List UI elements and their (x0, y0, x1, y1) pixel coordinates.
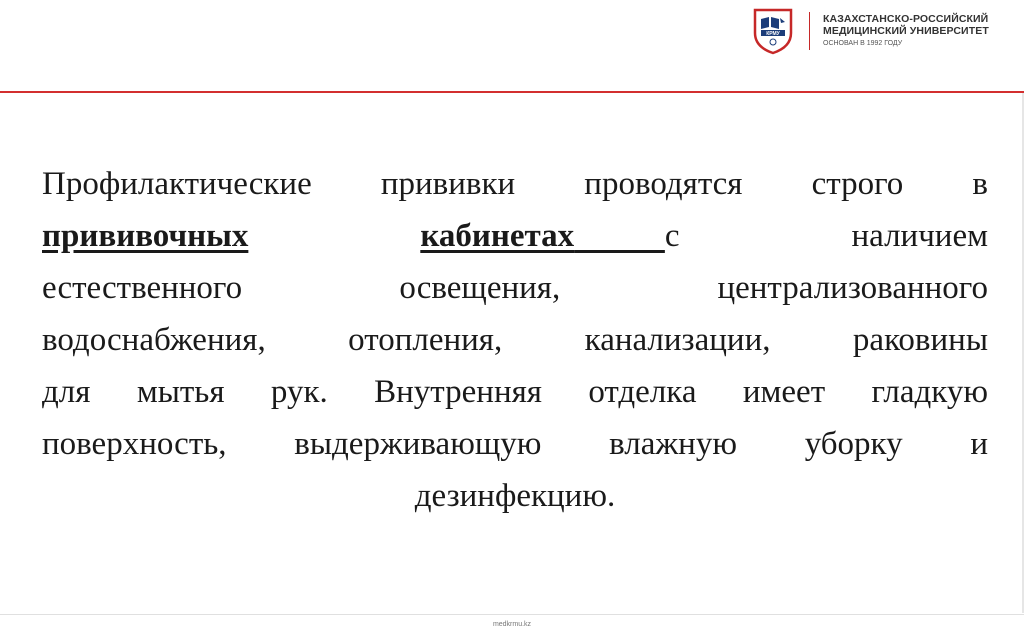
word: дезинфекцию. (414, 478, 616, 514)
text-line-5 (42, 366, 988, 418)
word: и (970, 426, 988, 462)
word: водоснабжения, (42, 322, 266, 358)
word: раковины (852, 322, 988, 358)
text-line-3 (42, 262, 988, 314)
founded-text: ОСНОВАН В 1992 ГОДУ (823, 40, 903, 47)
word: прививки (380, 166, 516, 202)
text-line-2: прививочных кабинетах​ с наличием (42, 210, 988, 262)
word: влажную (609, 426, 737, 462)
word: рук. (270, 374, 328, 410)
word: гладкую (871, 374, 988, 410)
word: Внутренняя (374, 374, 542, 410)
university-name (823, 13, 989, 37)
word: отопления, (348, 322, 503, 358)
word: естественного (42, 270, 243, 306)
word: канализации, (584, 322, 771, 358)
word: в (972, 166, 988, 202)
text-line-1 (42, 158, 988, 210)
word: Профилактические (42, 166, 312, 202)
word: проводятся (584, 166, 743, 202)
logo-label: КРМУ (766, 31, 780, 37)
word: выдерживающую (294, 426, 542, 462)
slide-body-text (42, 158, 988, 522)
word: имеет (742, 374, 826, 410)
word: с (664, 218, 680, 254)
university-name-line1: КАЗАХСТАНСКО-РОССИЙСКИЙ (823, 13, 989, 25)
university-logo-icon (747, 7, 799, 55)
footer-url: medkrmu.kz (492, 621, 532, 628)
word: поверхность, (42, 426, 227, 462)
text-line-6 (42, 418, 988, 470)
slide-header (0, 0, 1024, 92)
word: наличием (851, 218, 988, 254)
emphasized-word: прививочных (42, 218, 249, 254)
word: уборку (804, 426, 903, 462)
text-line-4 (42, 314, 988, 366)
footer-divider (0, 614, 1024, 615)
emphasized-word: кабинетах (420, 218, 575, 254)
logo-divider (809, 12, 810, 50)
header-divider (0, 91, 1024, 93)
word: централизованного (717, 270, 988, 306)
text-line-7 (42, 470, 988, 522)
word: строго (811, 166, 904, 202)
word: для (42, 374, 91, 410)
university-name-line2: МЕДИЦИНСКИЙ УНИВЕРСИТЕТ (823, 25, 989, 37)
word: мытья (136, 374, 225, 410)
word: отделка (588, 374, 697, 410)
word: освещения, (399, 270, 561, 306)
